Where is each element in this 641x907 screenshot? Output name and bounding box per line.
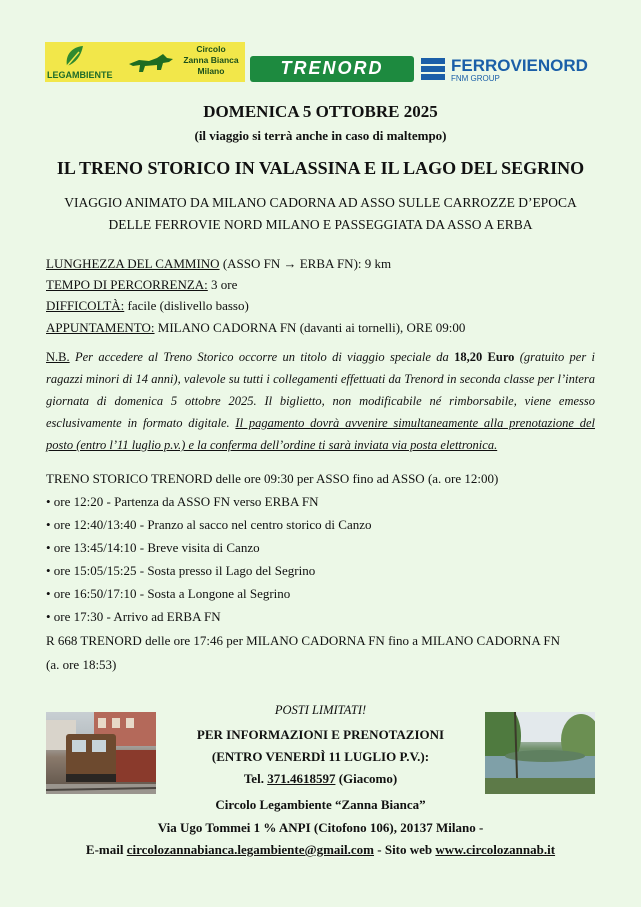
nb-text: (gratuito per i ragazzi minori di 14 anni), valevole su tutti i collegamenti effettuati da Trenord in seconda classe per l’intera giornata di domenica 5 ottobre 2025. Il biglietto, non modificabile né rimborsabile, viene emesso esclusivamente in formato digitale. (46, 350, 595, 430)
organization-name: Circolo Legambiente “Zanna Bianca” (215, 797, 426, 812)
outbound-train: TRENO STORICO TRENORD delle ore 09:30 per ASSO fino ad ASSO (a. ore 12:00) (46, 471, 499, 486)
length-label: LUNGHEZZA DEL CAMMINO (46, 256, 220, 271)
schedule-item: • ore 16:50/17:10 - Sosta a Longone al Segrino (46, 586, 291, 601)
nb-paragraph (46, 346, 595, 456)
fnm-mark-icon (421, 58, 445, 80)
subtitle-line: VIAGGIO ANIMATO DA MILANO CADORNA AD ASSO SULLE CARROZZE D’EPOCA (64, 195, 577, 210)
circolo-line: Zanna Bianca (183, 55, 239, 65)
ticket-price: 18,20 Euro (454, 350, 515, 364)
logo-bar (45, 42, 597, 82)
time-label: TEMPO DI PERCORRENZA: (46, 277, 208, 292)
difficulty-label: DIFFICOLTÀ: (46, 298, 125, 313)
wolf-icon (127, 50, 177, 74)
nb-text: Per accedere al Treno Storico occorre un titolo di viaggio speciale da (69, 350, 455, 364)
phone-contact: (Giacomo) (335, 771, 398, 786)
subtitle-line: DELLE FERROVIE NORD MILANO E PASSEGGIATA DA ASSO A ERBA (108, 217, 533, 232)
ferrovienord-logo (421, 56, 597, 82)
fnm-name: FERROVIENORD (451, 56, 588, 75)
legambiente-word: LEGAMBIENTE (47, 70, 113, 80)
circolo-name (177, 44, 245, 77)
weather-note: (il viaggio si terrà anche in caso di maltempo) (194, 128, 447, 143)
leaf-icon (63, 44, 85, 68)
email-label: E-mail (85, 842, 127, 857)
website-label: - Sito web (374, 842, 436, 857)
trenord-word: TRENORD (280, 58, 384, 78)
length-info (46, 256, 391, 272)
phone-number-link[interactable]: 371.4618597 (267, 771, 336, 786)
email-link[interactable]: circolozannabianca.legambiente@gmail.com (126, 842, 375, 857)
info-heading: PER INFORMAZIONI E PRENOTAZIONI (196, 727, 445, 742)
nb-payment-note: Il pagamento dovrà avvenire simultaneamente alla prenotazione del posto (entro l’11 luglio p.v.) e la conferma dell’ordine ti sarà inviata via posta elettronica. (46, 416, 595, 452)
meeting-label: APPUNTAMENTO: (46, 320, 155, 335)
meeting-info (46, 320, 465, 336)
limited-seats: POSTI LIMITATI! (274, 703, 367, 717)
schedule-item: • ore 15:05/15:25 - Sosta presso il Lago del Segrino (46, 563, 316, 578)
phone-label: Tel. (243, 771, 268, 786)
schedule-item: • ore 17:30 - Arrivo ad ERBA FN (46, 609, 221, 624)
page-title: IL TRENO STORICO IN VALASSINA E IL LAGO DEL SEGRINO (56, 158, 585, 178)
schedule-item: • ore 12:20 - Partenza da ASSO FN verso ERBA FN (46, 494, 319, 509)
schedule-item: • ore 13:45/14:10 - Breve visita di Canzo (46, 540, 260, 555)
return-arrival: (a. ore 18:53) (46, 657, 117, 672)
trenord-logo (250, 56, 414, 82)
circolo-line: Milano (197, 66, 225, 76)
fnm-sub: FNM GROUP (451, 74, 500, 83)
nb-label: N.B. (46, 350, 70, 364)
meeting-value: MILANO CADORNA FN (davanti ai tornelli), ORE 09:00 (154, 320, 466, 335)
circolo-line: Circolo (196, 44, 226, 54)
difficulty-info (46, 298, 249, 314)
schedule-item: • ore 12:40/13:40 - Pranzo al sacco nel centro storico di Canzo (46, 517, 372, 532)
contact-line (0, 842, 641, 858)
legambiente-logo (45, 42, 245, 82)
address: Via Ugo Tommei 1 % ANPI (Citofono 106), 20137 Milano - (157, 820, 484, 835)
time-info (46, 277, 237, 293)
website-link[interactable]: www.circolozannab.it (435, 842, 556, 857)
phone-line (0, 771, 641, 787)
difficulty-value: facile (dislivello basso) (124, 298, 249, 313)
time-value: 3 ore (207, 277, 238, 292)
booking-deadline: (ENTRO VENERDÌ 11 LUGLIO P.V.): (211, 749, 430, 764)
return-train: R 668 TRENORD delle ore 17:46 per MILANO CADORNA FN fino a MILANO CADORNA FN (46, 633, 560, 648)
event-date: DOMENICA 5 OTTOBRE 2025 (203, 102, 438, 121)
length-value: (ASSO FN → ERBA FN): 9 km (219, 256, 392, 271)
